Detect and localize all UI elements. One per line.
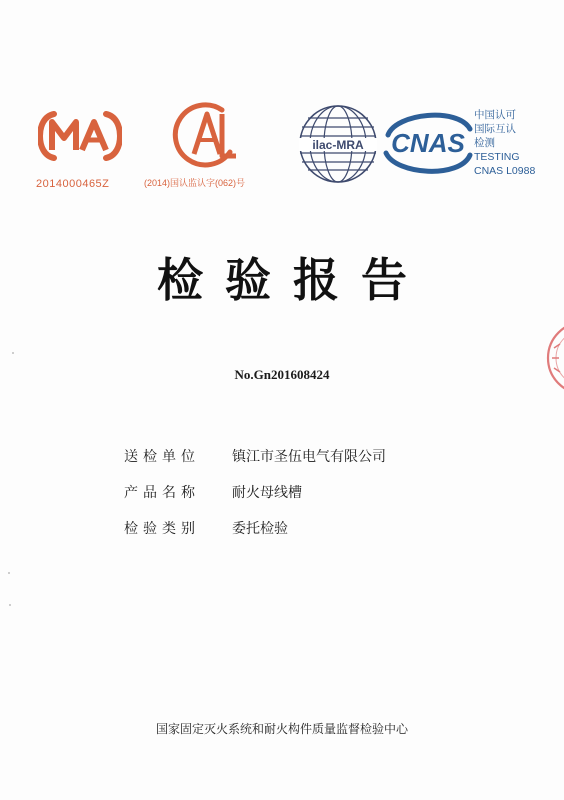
cma-mark-icon <box>38 108 122 164</box>
field-value: 耐火母线槽 <box>232 485 302 501</box>
cnas-mark-text: CNAS <box>391 128 465 158</box>
cnas-mark-icon <box>380 105 476 179</box>
ilac-mra-logo <box>296 103 380 189</box>
cma-logo <box>36 108 128 190</box>
red-seal-stamp-icon <box>540 318 564 398</box>
cnas-line: 国际互认 <box>474 123 516 135</box>
cal-mark-icon <box>170 100 244 170</box>
scan-speck <box>8 572 10 574</box>
cal-logo <box>144 100 262 188</box>
issuing-authority: 国家固定灭火系统和耐火构件质量监督检验中心 <box>155 722 408 736</box>
cnas-line: CNAS L0988 <box>474 165 536 177</box>
cal-code: (2014)国认监认字(062)号 <box>144 178 246 188</box>
ilac-globe-icon <box>296 103 380 185</box>
report-info-fields <box>124 446 504 554</box>
scan-speck <box>12 352 14 354</box>
field-label: 检验类别 <box>124 521 200 537</box>
scan-speck <box>9 604 11 606</box>
cma-code: 2014000465Z <box>36 178 110 190</box>
field-value: 镇江市圣伍电气有限公司 <box>232 449 386 465</box>
field-value: 委托检验 <box>232 521 288 537</box>
cnas-line: 中国认可 <box>474 109 516 121</box>
field-label: 产品名称 <box>124 485 200 501</box>
certification-logos <box>38 100 558 190</box>
info-row-product <box>124 482 504 518</box>
cnas-line: 检测 <box>474 137 495 149</box>
ilac-mark-text: ilac-MRA <box>312 138 364 152</box>
cnas-logo <box>380 105 478 183</box>
cnas-line: TESTING <box>474 151 520 163</box>
cnas-accreditation-text <box>474 108 535 178</box>
info-row-client <box>124 446 504 482</box>
report-title: 检验报告 <box>157 253 429 307</box>
report-number: No.Gn201608424 <box>234 367 330 382</box>
info-row-category <box>124 518 504 554</box>
field-label: 送检单位 <box>124 449 200 465</box>
